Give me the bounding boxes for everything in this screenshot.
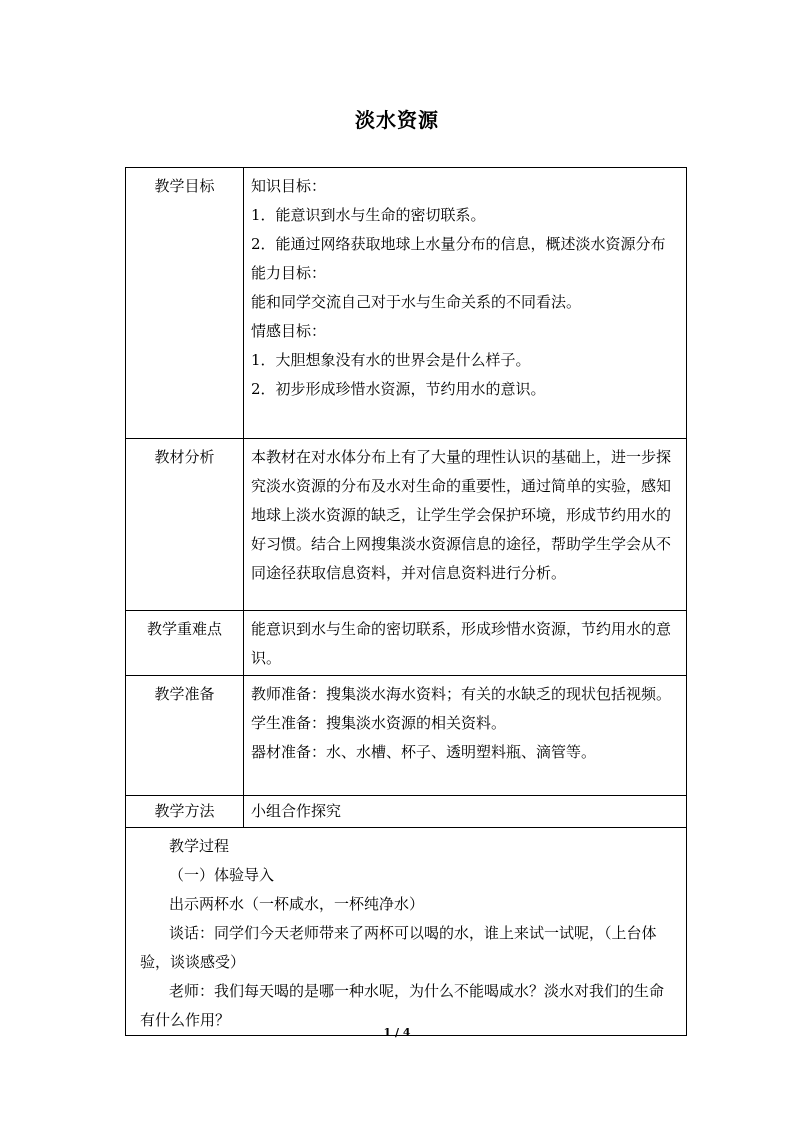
preparation-line: 教师准备：搜集淡水海水资料；有关的水缺乏的现状包括视频。 <box>251 685 672 703</box>
table-row-analysis <box>126 439 687 611</box>
analysis-text: 本教材在对水体分布上有了大量的理性认识的基础上，进一步探究淡水资源的分布及水对生命的重要性，通过简单的实验，感知地球上淡水资源的缺乏，让学生学会保护环境，形成节约用水的好习惯。结合上网搜集淡水资源信息的途径，帮助学生学会从不同途径获取信息资料，并对信息资料进行分析。 <box>251 448 672 582</box>
table-row-preparation <box>126 676 687 796</box>
goals-line: 能和同学交流自己对于水与生命关系的不同看法。 <box>251 293 582 311</box>
document-title: 淡水资源 <box>355 108 439 132</box>
table-row-process <box>126 828 687 1036</box>
preparation-line: 学生准备：搜集淡水资源的相关资料。 <box>251 714 507 732</box>
lesson-plan-table <box>125 167 687 1036</box>
row-label-analysis: 教材分析 <box>126 439 244 611</box>
goals-line: 2．能通过网络获取地球上水量分布的信息，概述淡水资源分布 <box>251 235 666 253</box>
row-content-key-points <box>244 611 687 676</box>
row-content-method <box>244 796 687 828</box>
process-paragraph: 老师：我们每天喝的是哪一种水呢，为什么不能喝咸水？淡水对我们的生命有什么作用？ <box>140 982 665 1029</box>
table-row-goals <box>126 168 687 439</box>
row-label-key-points: 教学重难点 <box>126 611 244 676</box>
process-paragraph: 谈话：同学们今天老师带来了两杯可以喝的水，谁上来试一试呢，（上台体验，谈谈感受） <box>140 924 657 971</box>
row-content-analysis <box>244 439 687 611</box>
table-row-method <box>126 796 687 828</box>
row-label-method: 教学方法 <box>126 796 244 828</box>
method-text: 小组合作探究 <box>251 802 342 820</box>
preparation-line: 器材准备：水、水槽、杯子、透明塑料瓶、滴管等。 <box>251 743 597 761</box>
row-label-goals: 教学目标 <box>126 168 244 439</box>
table-row-key-points <box>126 611 687 676</box>
process-paragraph: 出示两杯水（一杯咸水，一杯纯净水） <box>169 895 425 913</box>
key-points-text: 能意识到水与生命的密切联系，形成珍惜水资源，节约用水的意识。 <box>251 620 672 667</box>
row-content-preparation <box>244 676 687 796</box>
process-section-title: （一）体验导入 <box>169 866 275 884</box>
teaching-process <box>126 828 687 1036</box>
page-number: 1 / 4 <box>383 1026 411 1039</box>
goals-line: 情感目标： <box>251 322 327 340</box>
goals-line: 1．能意识到水与生命的密切联系。 <box>251 206 486 224</box>
goals-line: 1．大胆想象没有水的世界会是什么样子。 <box>251 351 531 369</box>
row-label-preparation: 教学准备 <box>126 676 244 796</box>
process-heading: 教学过程 <box>169 837 230 855</box>
goals-line: 能力目标： <box>251 264 327 282</box>
goals-line: 2．初步形成珍惜水资源，节约用水的意识。 <box>251 380 546 398</box>
row-content-goals <box>244 168 687 439</box>
goals-line: 知识目标： <box>251 177 327 195</box>
